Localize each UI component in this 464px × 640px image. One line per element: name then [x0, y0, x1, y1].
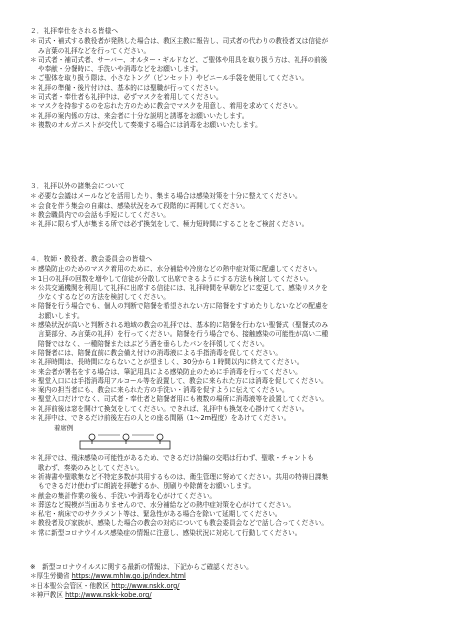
- item-text-line: 歌わず、奏楽のみとしてください。: [38, 463, 143, 472]
- item-text-line: 陪餐ではなく、一種陪餐またはぶどう酒を垂らしたパンを拝領してください。: [38, 339, 269, 348]
- list-item: [30, 74, 440, 83]
- item-text-line: お願いします。: [38, 311, 84, 320]
- item-text-line: 会食を伴う集会の自粛は、感染状況をみて段階的に再開してください。: [38, 201, 249, 210]
- item-text-line: 来会者が署名をする場合は、筆記用具による感染防止のために手消毒を行ってください。: [38, 367, 302, 376]
- bullet-mark: ＊: [30, 348, 37, 357]
- item-text-line: 聖堂入口には手指消毒用アルコール等を設置して、教会に来られた方には消毒を促してください。: [38, 376, 328, 385]
- list-item: [30, 377, 440, 386]
- item-list: [30, 265, 440, 423]
- list-item: [30, 84, 440, 93]
- item-text-line: 礼拝の案内係の方は、来会者に十分な説明と誘導をお願いいたします。: [38, 111, 249, 120]
- person-icon: [157, 434, 163, 440]
- bullet-mark: ＊: [30, 454, 37, 463]
- list-item: [30, 265, 440, 274]
- list-item: [30, 321, 440, 349]
- bullet-mark: ＊: [30, 74, 37, 83]
- section-other-meetings: [30, 182, 440, 229]
- item-text-line: 必要な会議はメールなどを活用したり、集まる場合は感染対策を十分に整えてください。: [38, 192, 302, 201]
- bullet-mark: ＊: [30, 321, 37, 330]
- list-item: [30, 211, 440, 220]
- item-text-line: 公共交通機関を利用して礼拝に出席する信徒には、礼拝時間を早朝などに変更して、感染リスクを: [38, 283, 328, 292]
- bullet-mark: ＊: [30, 376, 37, 385]
- list-item: [30, 358, 440, 367]
- item-text-line: もできるだけ使わずに朗読を拝聴するか、別刷りや除菌をお願いします。: [38, 482, 256, 491]
- bullet-mark: ＊: [30, 274, 37, 283]
- item-text-line: 礼拝中は、できるだけ前後左右の人との座る間隔（1～2m程度）をあけてください。: [38, 414, 291, 423]
- list-item: [30, 519, 440, 528]
- item-text-line: 献金の集計作業の後も、手洗いや消毒を心がけてください。: [38, 491, 217, 500]
- list-item: [30, 202, 440, 211]
- bullet-mark: ＊: [30, 192, 37, 201]
- item-list: [30, 454, 440, 538]
- list-item: [30, 220, 440, 229]
- bullet-mark: ＊: [30, 83, 37, 92]
- reference-link-kobe[interactable]: http://www.nskk-kobe.org/: [65, 590, 152, 599]
- list-item: [30, 37, 440, 56]
- list-item: [30, 56, 440, 75]
- item-text-line: 感染状況が高いと判断される地域の教会の礼拝では、基本的に陪餐を行わない聖餐式（聖餐式のみ: [38, 321, 329, 330]
- bullet-mark: ＊: [30, 519, 37, 528]
- item-text-line: ご聖体を取り扱う際は、小さなトング（ピンセット）やビニール手袋を使用してください。: [38, 74, 309, 83]
- bullet-mark: ＊: [30, 283, 37, 292]
- list-item: [30, 302, 440, 321]
- item-text-line: 教役者及び家族が、感染した場合の教会の対応についても教会委員会などで話し合ってください。: [38, 519, 328, 528]
- person-icon: [123, 434, 129, 440]
- item-text-line: 礼拝前後は窓を開けて換気をしてください。できれば、礼拝中も換気を心掛けてください。: [38, 404, 309, 413]
- item-text-line: 陪餐を行う場合でも、個人の判断で陪餐を希望されない方に陪餐をすすめたりしないなどの配慮を: [38, 302, 329, 311]
- list-item: [30, 275, 440, 284]
- reference-label: ＊神戸教区: [30, 590, 63, 599]
- item-text-line: 言葉部分、み言葉の礼拝）を行ってください。陪餐を行う場合でも、接触感染の可能性が高い二種: [38, 330, 329, 339]
- bullet-mark: ＊: [30, 491, 37, 500]
- item-list: [30, 192, 440, 229]
- section-worship-servers: [30, 27, 440, 130]
- section-heading: ３．礼拝以外の諸集会について: [30, 182, 125, 190]
- bullet-mark: ＊: [30, 102, 37, 111]
- bullet-mark: ＊: [30, 386, 37, 395]
- person-icon: [89, 434, 95, 440]
- reference-link-row: [30, 591, 440, 600]
- bullet-mark: ＊: [30, 404, 37, 413]
- item-text-line: 案内の担当者にも、教会に来られた方の手洗い・消毒を促すように伝えてください。: [38, 386, 289, 395]
- reference-link-row: [30, 582, 440, 591]
- item-text-line: 礼拝時間は、長時間にならないことが望ましく、30分から１時間以内に終えてください。: [38, 358, 304, 367]
- item-text-line: 祈祷書や聖歌集など不特定多数が共用するものは、衛生管理に努めてください。共用の特祷日課集: [38, 472, 329, 481]
- bullet-mark: ＊: [30, 220, 37, 229]
- item-text-line: 聖堂入口だけでなく、司式者・奉仕者と陪餐者用にも複数の場所に消毒液等を設置してください。: [38, 395, 328, 404]
- item-text-line: 葬送など規模が当面ありませんので、水分補給などの熱中症対策を心がけてください。: [38, 500, 296, 509]
- list-item: [30, 368, 440, 377]
- seating-example-label: 着席例: [54, 424, 74, 433]
- list-item: [30, 395, 440, 404]
- bullet-mark: ＊: [30, 37, 37, 46]
- item-text-line: み言葉の礼拝などを行ってください。: [38, 46, 151, 55]
- seating-example-illustration: [78, 432, 174, 452]
- list-item: [30, 405, 440, 414]
- reference-label: ＊厚生労働省: [30, 572, 70, 581]
- bullet-mark: ＊: [30, 395, 37, 404]
- seating-example: [30, 424, 440, 454]
- item-text-line: 礼拝の準備・後片付けは、基本的には聖職が行ってください。: [38, 83, 223, 92]
- bullet-mark: ＊: [30, 265, 37, 274]
- bullet-mark: ＊: [30, 120, 37, 129]
- item-text-line: 少なくするなどの方法を検討してください。: [38, 293, 170, 302]
- bullet-mark: ＊: [30, 367, 37, 376]
- item-text-line: や奉献・分餐時に、手洗いや消毒などをお願いします。: [38, 65, 203, 74]
- section-clergy-committee: [30, 255, 440, 538]
- list-item: [30, 102, 440, 111]
- list-item: [30, 473, 440, 492]
- reference-link-mhlw[interactable]: https://www.mhlw.go.jp/index.html: [71, 572, 186, 581]
- reference-link-nskk[interactable]: http://www.nskk.org/: [111, 581, 180, 590]
- item-text-line: 感染防止のためのマスク着用のために、水分補給や冷房などの熱中症対策に配慮してください。: [38, 265, 322, 274]
- list-item: [30, 93, 440, 102]
- list-item: [30, 492, 440, 501]
- references-intro: ※ 新型コロナウイルスに関する最新の情報は、下記からご確認ください。: [30, 563, 253, 571]
- reference-link-row: [30, 572, 440, 581]
- item-text-line: 複数のオルガニストが交代して奏楽する場合には消毒をお願いいたします。: [38, 120, 262, 129]
- section-heading: ４．牧師・教役者、教会委員会の皆様へ: [30, 255, 153, 263]
- list-item: [30, 349, 440, 358]
- bullet-mark: ＊: [30, 510, 37, 519]
- item-text-line: 陪餐者には、陪餐直前に教会備え付けの消毒液による手指消毒を促してください。: [38, 348, 282, 357]
- item-text-line: 私宅・病床でのサクラメント等は、緊急性がある場合を除いて延期してください。: [38, 510, 282, 519]
- list-item: [30, 112, 440, 121]
- bullet-mark: ＊: [30, 528, 37, 537]
- bullet-mark: ＊: [30, 210, 37, 219]
- item-text-line: 常に新型コロナウイルス感染症の情報に注意し、感染状況に対応して行動してください。: [38, 528, 302, 537]
- list-item: [30, 454, 440, 473]
- bullet-mark: ＊: [30, 201, 37, 210]
- bullet-mark: ＊: [30, 55, 37, 64]
- bullet-mark: ＊: [30, 358, 37, 367]
- item-text-line: 1日の礼拝の回数を増やして信徒が分散して出席できるようにする方法も検討してください。: [38, 274, 313, 283]
- list-item: [30, 121, 440, 130]
- item-text-line: 司式者・奉仕者も礼拝中は、必ずマスクを着用してください。: [38, 93, 223, 102]
- item-text-line: 礼拝に限らず人が集まる所では必ず換気をして、極力短時間にすることをご検討ください。: [38, 220, 309, 229]
- bullet-mark: ＊: [30, 302, 37, 311]
- item-text-line: マスクを持参するのを忘れた方のために教会でマスクを用意し、着用を求めてください。: [38, 102, 302, 111]
- item-list: [30, 37, 440, 130]
- item-text-line: 司式・補式する教役者が発熱した場合は、教区主教に報告し、司式者の代わりの教役者又は信徒が: [38, 37, 329, 46]
- list-item: [30, 284, 440, 303]
- bullet-mark: ＊: [30, 472, 37, 481]
- pew-bench: [80, 441, 170, 449]
- item-text-line: 礼拝では、飛沫感染の可能性があるため、できるだけ詩編の交唱は行わず、聖歌・チャントも: [38, 454, 314, 463]
- list-item: [30, 501, 440, 510]
- list-item: [30, 414, 440, 423]
- section-heading: ２．礼拝奉仕をされる皆様へ: [30, 27, 119, 35]
- list-item: [30, 529, 440, 538]
- list-item: [30, 192, 440, 201]
- bullet-mark: ＊: [30, 500, 37, 509]
- bullet-mark: ＊: [30, 111, 37, 120]
- references: [30, 563, 440, 600]
- item-text-line: 教会職員内での会話も手短にしてください。: [38, 210, 170, 219]
- bullet-mark: ＊: [30, 93, 37, 102]
- item-text-line: 司式者・補司式者、サーバー、オルター・ギルドなど、ご聖体や用具を取り扱う方は、礼拝の前後: [38, 55, 328, 64]
- bullet-mark: ＊: [30, 414, 37, 423]
- reference-label: ＊日本聖公会管区・他教区: [30, 581, 110, 590]
